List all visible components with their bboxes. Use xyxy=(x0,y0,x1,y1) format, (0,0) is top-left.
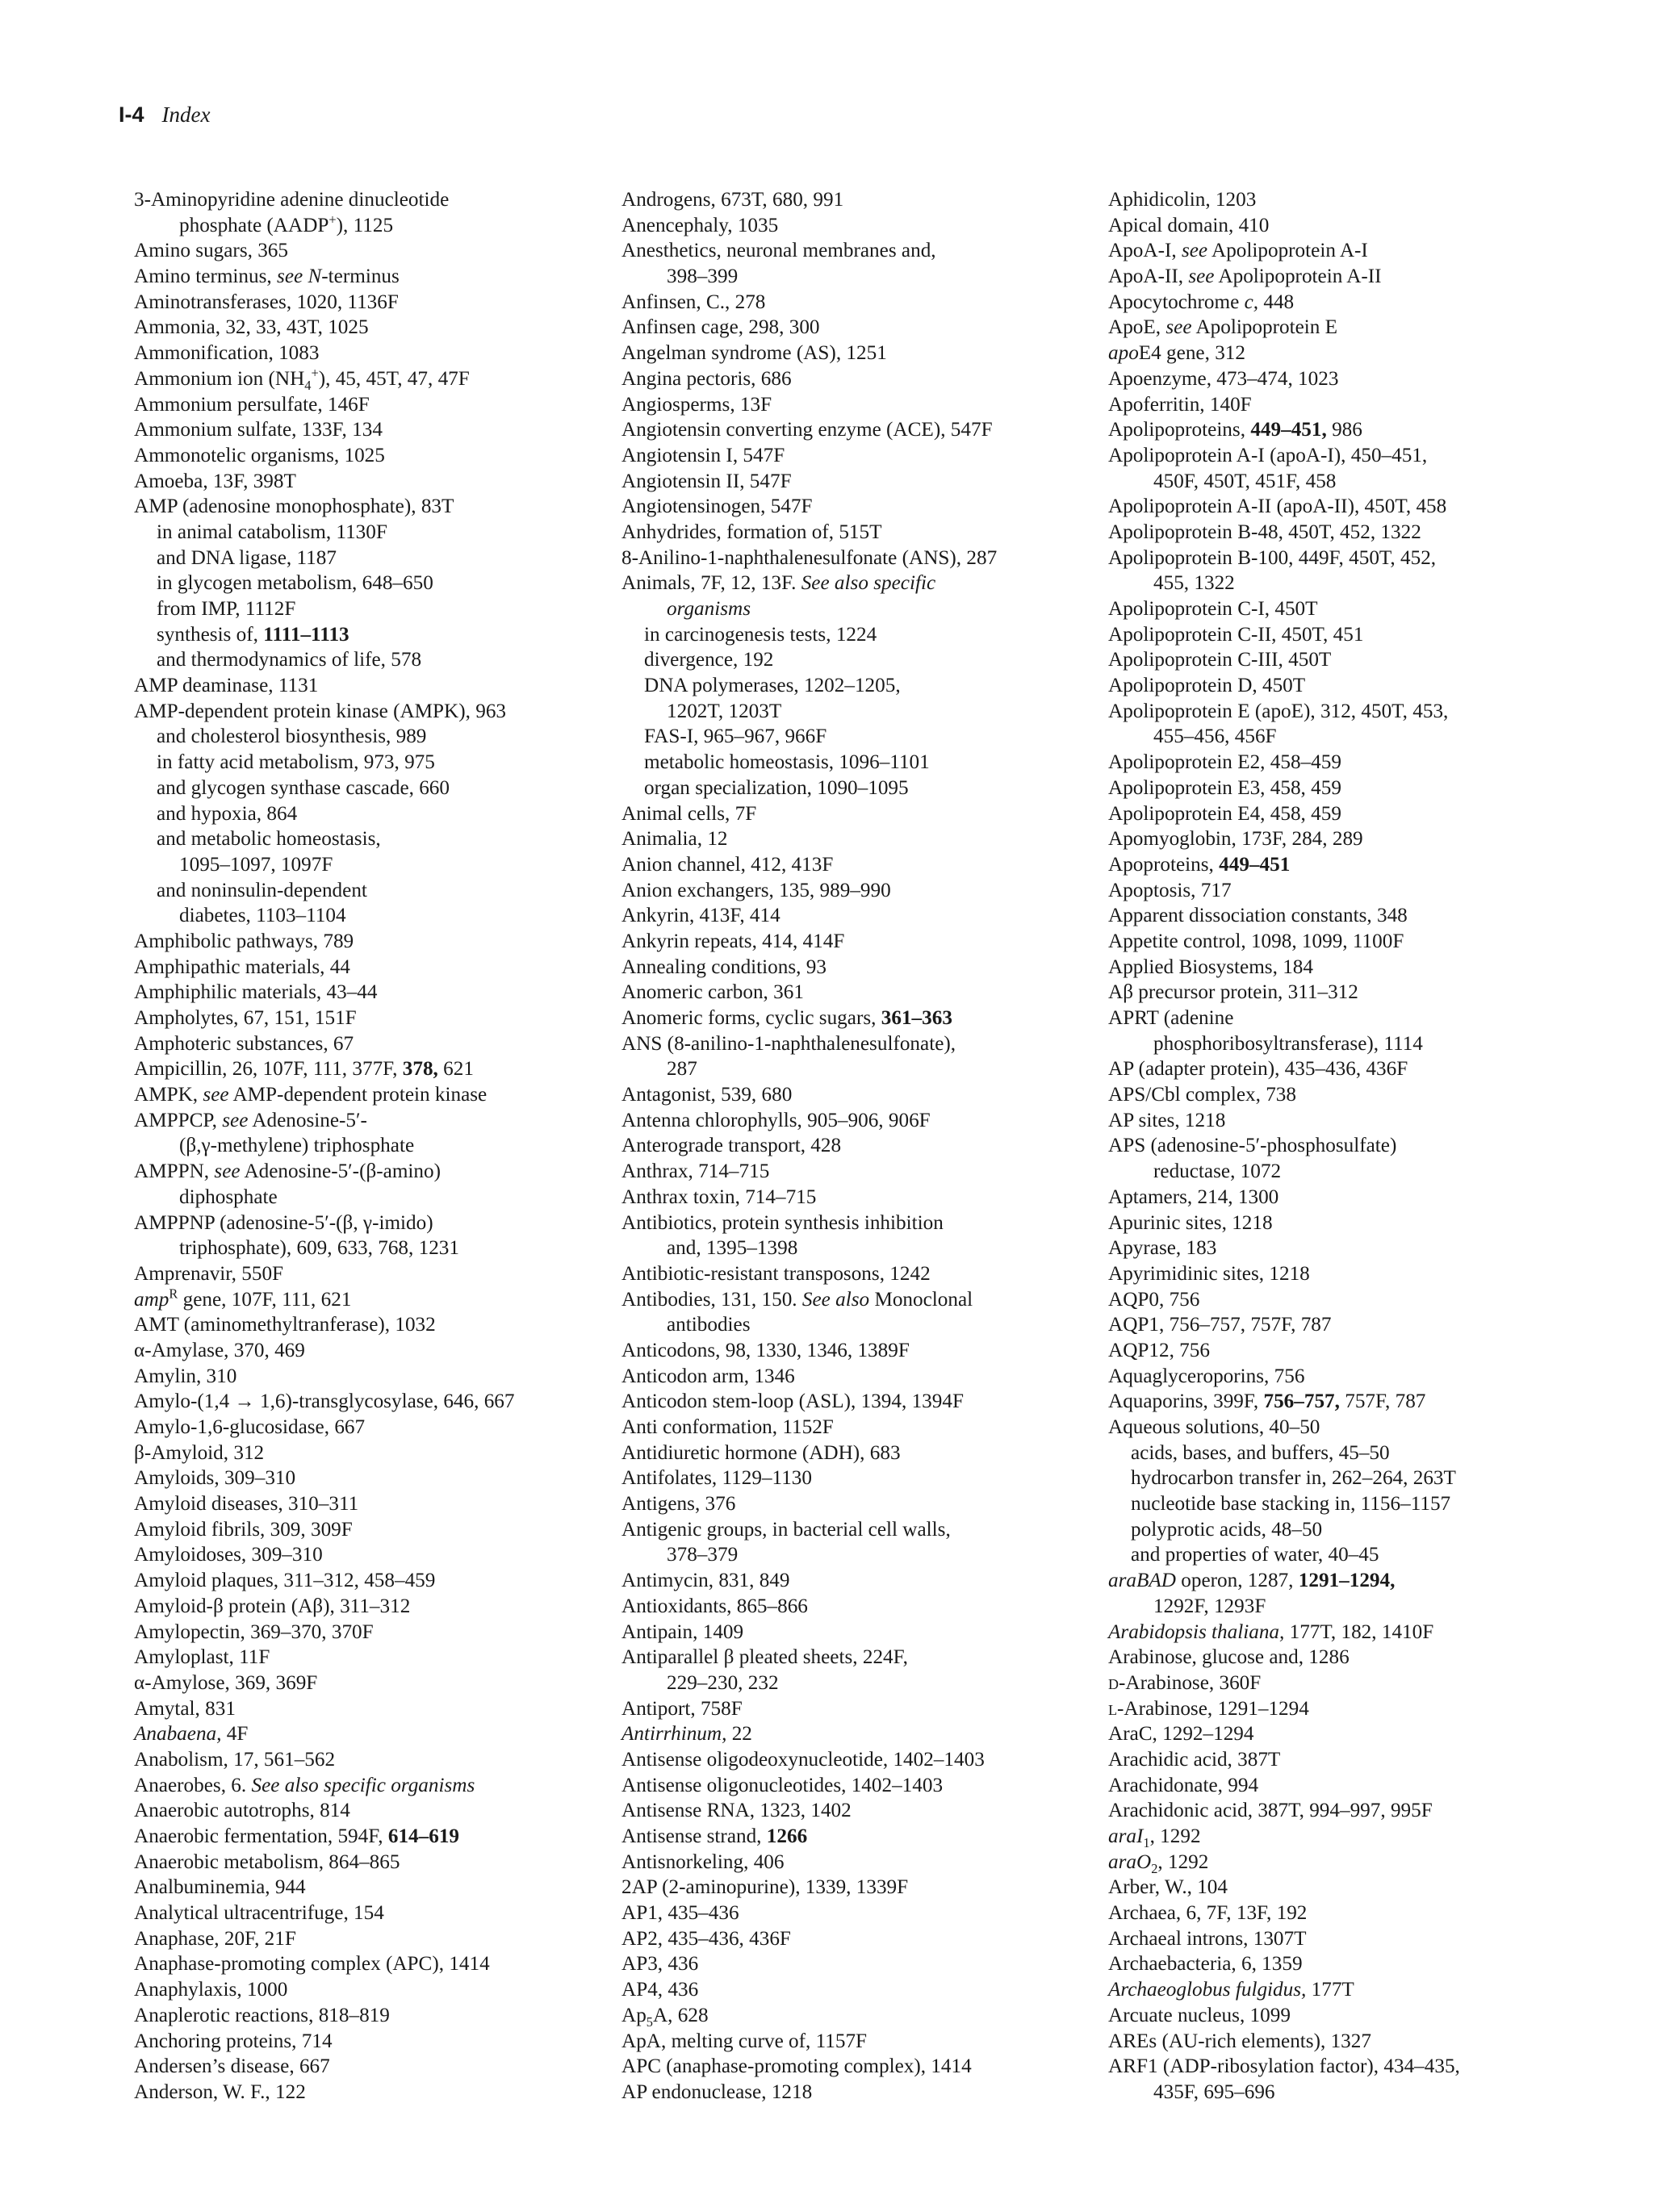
index-subentry: and DNA ligase, 1187 xyxy=(157,546,337,569)
index-entry: Anaerobic metabolism, 864–865 xyxy=(134,1850,400,1873)
index-subentry: and glycogen synthase cascade, 660 xyxy=(157,776,450,799)
index-entry: Arabinose, glucose and, 1286 xyxy=(1108,1646,1350,1669)
index-entry: Anterograde transport, 428 xyxy=(621,1135,842,1157)
index-entry: Antioxidants, 865–866 xyxy=(621,1595,808,1617)
index-entry: Appetite control, 1098, 1099, 1100F xyxy=(1108,930,1404,952)
index-entry: Anticodon stem-loop (ASL), 1394, 1394F xyxy=(621,1390,964,1413)
index-entry: Anomeric forms, cyclic sugars, 361–363 xyxy=(621,1007,952,1029)
index-entry: Anion exchangers, 135, 989–990 xyxy=(621,879,891,901)
index-entry: Anion channel, 412, 413F xyxy=(621,853,834,876)
index-entry: APC (anaphase-promoting complex), 1414 xyxy=(621,2055,972,2078)
index-entry: Archaebacteria, 6, 1359 xyxy=(1108,1953,1303,1976)
index-entry: Animalia, 12 xyxy=(621,828,728,851)
index-entry: Amino sugars, 365 xyxy=(134,240,288,262)
index-entry: APS (adenosine-5′-phosphosulfate) xyxy=(1108,1135,1397,1157)
index-subentry: hydrocarbon transfer in, 262–264, 263T xyxy=(1131,1467,1456,1490)
index-entry: Angiosperms, 13F xyxy=(621,393,772,416)
index-entry: Anaerobic fermentation, 594F, 614–619 xyxy=(134,1825,459,1847)
index-entry: Antibiotic-resistant transposons, 1242 xyxy=(621,1262,931,1285)
index-subentry: 229–230, 232 xyxy=(667,1671,779,1694)
index-entry: ApoE, see Apolipoprotein E xyxy=(1108,316,1338,339)
index-entry: Apoptosis, 717 xyxy=(1108,879,1232,901)
index-subentry: and noninsulin-dependent xyxy=(157,879,367,901)
index-entry: apoE4 gene, 312 xyxy=(1108,342,1245,365)
index-entry: Anaerobes, 6. See also specific organisms xyxy=(134,1774,475,1796)
index-entry: Amylo-(1,4 → 1,6)-transglycosylase, 646, 667 xyxy=(134,1390,515,1413)
index-entry: AMPPN, see Adenosine-5′-(β-amino) xyxy=(134,1160,441,1183)
index-entry: Anchoring proteins, 714 xyxy=(134,2030,333,2052)
index-column-3 xyxy=(1108,187,1560,2105)
index-entry: Amyloids, 309–310 xyxy=(134,1467,296,1490)
index-entry: Apomyoglobin, 173F, 284, 289 xyxy=(1108,828,1363,851)
index-entry: AMPPNP (adenosine-5′-(β, γ-imido) xyxy=(134,1211,433,1234)
index-entry: Antisense oligonucleotides, 1402–1403 xyxy=(621,1774,944,1796)
index-subentry: (β,γ-methylene) triphosphate xyxy=(179,1135,415,1157)
index-entry: Apolipoprotein D, 450T xyxy=(1108,675,1306,697)
index-entry: AP endonuclease, 1218 xyxy=(621,2080,813,2103)
index-entry: ARF1 (ADP-ribosylation factor), 434–435, xyxy=(1108,2055,1460,2078)
index-entry: Apoenzyme, 473–474, 1023 xyxy=(1108,367,1339,390)
index-entry: Antiparallel β pleated sheets, 224F, xyxy=(621,1646,908,1669)
index-entry: Animals, 7F, 12, 13F. See also specific xyxy=(621,572,936,595)
index-entry: Antipain, 1409 xyxy=(621,1620,744,1643)
index-entry: Antibiotics, protein synthesis inhibition xyxy=(621,1211,944,1234)
index-entry: Antagonist, 539, 680 xyxy=(621,1084,793,1106)
index-subentry: DNA polymerases, 1202–1205, xyxy=(644,675,901,697)
index-entry: ApA, melting curve of, 1157F xyxy=(621,2030,868,2052)
index-entry: Amytal, 831 xyxy=(134,1697,236,1720)
index-entry: Apolipoprotein A-I (apoA-I), 450–451, xyxy=(1108,444,1428,466)
index-entry: Anderson, W. F., 122 xyxy=(134,2080,306,2103)
index-entry: Apoferritin, 140F xyxy=(1108,393,1252,416)
index-entry: Anaplerotic reactions, 818–819 xyxy=(134,2004,390,2026)
index-subentry: polyprotic acids, 48–50 xyxy=(1131,1518,1323,1541)
index-entry: Antisense strand, 1266 xyxy=(621,1825,808,1847)
index-entry: Applied Biosystems, 184 xyxy=(1108,955,1313,978)
index-entry: Anomeric carbon, 361 xyxy=(621,981,804,1004)
index-entry: Amprenavir, 550F xyxy=(134,1262,284,1285)
index-entry: AraC, 1292–1294 xyxy=(1108,1723,1254,1746)
index-entry: AMPK, see AMP-dependent protein kinase xyxy=(134,1084,488,1106)
index-entry: AP2, 435–436, 436F xyxy=(621,1927,791,1950)
index-entry: Apolipoprotein A-II (apoA-II), 450T, 458 xyxy=(1108,496,1447,518)
index-entry: Apolipoprotein E4, 458, 459 xyxy=(1108,802,1341,825)
page-title: Index xyxy=(161,102,211,127)
index-entry: Angiotensin II, 547F xyxy=(621,470,792,492)
index-entry: Apolipoprotein C-II, 450T, 451 xyxy=(1108,623,1364,646)
index-entry: 8-Anilino-1-naphthalenesulfonate (ANS), 287 xyxy=(621,546,998,569)
index-entry: Aphidicolin, 1203 xyxy=(1108,189,1257,211)
index-entry: Apparent dissociation constants, 348 xyxy=(1108,905,1408,927)
index-entry: 3-Aminopyridine adenine dinucleotide xyxy=(134,189,450,211)
index-entry: Aquaglyceroporins, 756 xyxy=(1108,1365,1305,1387)
index-entry: Anabaena, 4F xyxy=(134,1723,249,1746)
index-entry: Antigens, 376 xyxy=(621,1493,736,1516)
index-entry: Apoproteins, 449–451 xyxy=(1108,853,1291,876)
index-subentry: antibodies xyxy=(667,1314,751,1336)
index-subentry: 450F, 450T, 451F, 458 xyxy=(1153,470,1337,492)
index-entry: Ankyrin repeats, 414, 414F xyxy=(621,930,845,952)
index-entry: AREs (AU-rich elements), 1327 xyxy=(1108,2030,1371,2052)
index-entry: Apical domain, 410 xyxy=(1108,214,1270,236)
index-subentry: and metabolic homeostasis, xyxy=(157,828,381,851)
index-subentry: organ specialization, 1090–1095 xyxy=(644,776,909,799)
index-subentry: and cholesterol biosynthesis, 989 xyxy=(157,725,427,748)
index-entry: Anaphase-promoting complex (APC), 1414 xyxy=(134,1953,490,1976)
index-entry: Anaphase, 20F, 21F xyxy=(134,1927,296,1950)
index-entry: Anticodons, 98, 1330, 1346, 1389F xyxy=(621,1339,910,1361)
index-entry: Ammonotelic organisms, 1025 xyxy=(134,444,385,466)
index-subentry: from IMP, 1112F xyxy=(157,598,296,620)
index-entry: Angina pectoris, 686 xyxy=(621,367,792,390)
index-entry: APRT (adenine xyxy=(1108,1007,1234,1029)
index-entry: AMT (aminomethyltranferase), 1032 xyxy=(134,1314,436,1336)
index-entry: Apyrase, 183 xyxy=(1108,1237,1217,1260)
index-entry: AMP (adenosine monophosphate), 83T xyxy=(134,496,454,518)
index-entry: ApoA-II, see Apolipoprotein A-II xyxy=(1108,266,1382,288)
index-subentry: 455–456, 456F xyxy=(1153,725,1277,748)
index-entry: Apolipoprotein E3, 458, 459 xyxy=(1108,776,1341,799)
index-entry: Anticodon arm, 1346 xyxy=(621,1365,795,1387)
index-entry: Andersen’s disease, 667 xyxy=(134,2055,330,2078)
index-entry: Apolipoprotein E (apoE), 312, 450T, 453, xyxy=(1108,700,1449,722)
index-entry: 2AP (2-aminopurine), 1339, 1339F xyxy=(621,1876,909,1899)
index-entry: APS/Cbl complex, 738 xyxy=(1108,1084,1296,1106)
index-entry: Angiotensin converting enzyme (ACE), 547F xyxy=(621,419,993,441)
index-subentry: and properties of water, 40–45 xyxy=(1131,1544,1379,1566)
index-subentry: in carcinogenesis tests, 1224 xyxy=(644,623,877,646)
index-entry: Aminotransferases, 1020, 1136F xyxy=(134,291,399,313)
index-entry: Amino terminus, see N-terminus xyxy=(134,266,400,288)
index-entry: Antigenic groups, in bacterial cell walls, xyxy=(621,1518,951,1541)
index-entry: $Ap_5A$, 628 xyxy=(621,2004,709,2030)
index-entry: Ammonium ion $(NH_4^+)$, 45, 45T, 47, 47F xyxy=(134,365,470,393)
index-entry: α-Amylose, 369, 369F xyxy=(134,1671,318,1694)
index-entry: Aqueous solutions, 40–50 xyxy=(1108,1416,1320,1438)
index-subentry: diabetes, 1103–1104 xyxy=(179,905,346,927)
index-entry: Antisense oligodeoxynucleotide, 1402–1403 xyxy=(621,1748,985,1771)
index-entry: Aptamers, 214, 1300 xyxy=(1108,1185,1279,1208)
index-entry: Amyloid diseases, 310–311 xyxy=(134,1493,359,1516)
index-subentry: triphosphate), 609, 633, 768, 1231 xyxy=(179,1237,459,1260)
index-subentry: diphosphate xyxy=(179,1185,278,1208)
index-entry: Amyloid-β protein (Aβ), 311–312 xyxy=(134,1595,411,1617)
index-subentry: and, 1395–1398 xyxy=(667,1237,798,1260)
index-subentry: in animal catabolism, 1130F xyxy=(157,521,387,543)
index-entry: d-Arabinose, 360F xyxy=(1108,1671,1262,1694)
index-entry: Ampicillin, 26, 107F, 111, 377F, 378, 621 xyxy=(134,1058,474,1081)
index-entry: araO$_2$, 1292 xyxy=(1108,1850,1209,1876)
index-entry: Amylin, 310 xyxy=(134,1365,237,1387)
index-entry: Anthrax, 714–715 xyxy=(621,1160,770,1183)
index-entry: Analbuminemia, 944 xyxy=(134,1876,306,1899)
index-entry: Ammonia, 32, 33, 43T, 1025 xyxy=(134,316,369,339)
index-entry: AP3, 436 xyxy=(621,1953,699,1976)
index-entry: amp$^R$ gene, 107F, 111, 621 xyxy=(134,1286,352,1311)
index-entry: AMPPCP, see Adenosine-5′- xyxy=(134,1109,367,1131)
index-entry: AP4, 436 xyxy=(621,1979,699,2001)
index-entry: Archaeoglobus fulgidus, 177T xyxy=(1108,1979,1354,2001)
index-entry: Ammonification, 1083 xyxy=(134,342,320,365)
index-entry: Androgens, 673T, 680, 991 xyxy=(621,189,844,211)
index-entry: AQP1, 756–757, 757F, 787 xyxy=(1108,1314,1332,1336)
index-subentry: in glycogen metabolism, 648–650 xyxy=(157,572,433,595)
index-entry: Apyrimidinic sites, 1218 xyxy=(1108,1262,1310,1285)
index-entry: Angelman syndrome (AS), 1251 xyxy=(621,342,887,365)
index-entry: Amylopectin, 369–370, 370F xyxy=(134,1620,374,1643)
index-subentry: divergence, 192 xyxy=(644,649,774,671)
index-subentry: 378–379 xyxy=(667,1544,739,1566)
index-subentry: reductase, 1072 xyxy=(1153,1160,1282,1183)
index-entry: Anti conformation, 1152F xyxy=(621,1416,834,1438)
index-subentry: and hypoxia, 864 xyxy=(157,802,298,825)
index-entry: Antisense RNA, 1323, 1402 xyxy=(621,1800,852,1822)
index-entry: Apolipoprotein B-100, 449F, 450T, 452, xyxy=(1108,546,1437,569)
index-entry: Amphipathic materials, 44 xyxy=(134,955,350,978)
index-entry: Arcuate nucleus, 1099 xyxy=(1108,2004,1291,2026)
index-entry: Amphoteric substances, 67 xyxy=(134,1032,354,1055)
index-entry: Apolipoproteins, 449–451, 986 xyxy=(1108,419,1362,441)
index-subentry: 287 xyxy=(667,1058,697,1081)
index-subentry: 1095–1097, 1097F xyxy=(179,853,333,876)
index-entry: α-Amylase, 370, 469 xyxy=(134,1339,305,1361)
index-subentry: phosphate (AADP+), 1125 xyxy=(179,211,394,236)
index-entry: AMP-dependent protein kinase (AMPK), 963 xyxy=(134,700,507,722)
index-entry: Antenna chlorophylls, 905–906, 906F xyxy=(621,1109,931,1131)
index-entry: Apolipoprotein C-III, 450T xyxy=(1108,649,1332,671)
index-entry: Amoeba, 13F, 398T xyxy=(134,470,296,492)
index-entry: Ampholytes, 67, 151, 151F xyxy=(134,1007,357,1029)
index-entry: Antidiuretic hormone (ADH), 683 xyxy=(621,1441,901,1464)
index-entry: Angiotensinogen, 547F xyxy=(621,496,813,518)
index-entry: Aβ precursor protein, 311–312 xyxy=(1108,981,1358,1004)
index-entry: Archaeal introns, 1307T xyxy=(1108,1927,1307,1950)
index-entry: Ammonium persulfate, 146F xyxy=(134,393,370,416)
index-subentry: phosphoribosyltransferase), 1114 xyxy=(1153,1032,1423,1055)
index-entry: ANS (8-anilino-1-naphthalenesulfonate), xyxy=(621,1032,956,1055)
index-entry: Archaea, 6, 7F, 13F, 192 xyxy=(1108,1902,1308,1925)
index-subentry: metabolic homeostasis, 1096–1101 xyxy=(644,751,930,774)
index-entry: Arachidic acid, 387T xyxy=(1108,1748,1281,1771)
index-entry: l-Arabinose, 1291–1294 xyxy=(1108,1697,1309,1720)
index-entry: Antifolates, 1129–1130 xyxy=(621,1467,812,1490)
index-subentry: 435F, 695–696 xyxy=(1153,2080,1275,2103)
index-entry: AP (adapter protein), 435–436, 436F xyxy=(1108,1058,1408,1081)
index-entry: Anthrax toxin, 714–715 xyxy=(621,1185,817,1208)
index-entry: Antiport, 758F xyxy=(621,1697,743,1720)
index-subentry: 398–399 xyxy=(667,266,739,288)
index-subentry: synthesis of, 1111–1113 xyxy=(157,623,349,646)
index-entry: Ammonium sulfate, 133F, 134 xyxy=(134,419,383,441)
index-subentry: 1292F, 1293F xyxy=(1153,1595,1266,1617)
index-entry: Ankyrin, 413F, 414 xyxy=(621,905,780,927)
index-entry: Apolipoprotein B-48, 450T, 452, 1322 xyxy=(1108,521,1421,543)
index-entry: araBAD operon, 1287, 1291–1294, xyxy=(1108,1570,1396,1592)
index-subentry: in fatty acid metabolism, 973, 975 xyxy=(157,751,435,774)
index-entry: Antirrhinum, 22 xyxy=(621,1723,752,1746)
index-entry: Anfinsen cage, 298, 300 xyxy=(621,316,820,339)
index-entry: Animal cells, 7F xyxy=(621,802,757,825)
index-entry: Anabolism, 17, 561–562 xyxy=(134,1748,336,1771)
index-entry: Aquaporins, 399F, 756–757, 757F, 787 xyxy=(1108,1390,1426,1413)
index-entry: Apolipoprotein E2, 458–459 xyxy=(1108,751,1341,774)
index-entry: Anaerobic autotrophs, 814 xyxy=(134,1800,350,1822)
index-entry: Amyloidoses, 309–310 xyxy=(134,1544,323,1566)
index-entry: Amphiphilic materials, 43–44 xyxy=(134,981,378,1004)
index-entry: Antimycin, 831, 849 xyxy=(621,1570,790,1592)
index-entry: ApoA-I, see Apolipoprotein A-I xyxy=(1108,240,1368,262)
index-entry: Anesthetics, neuronal membranes and, xyxy=(621,240,936,262)
index-entry: Anencephaly, 1035 xyxy=(621,214,779,236)
index-entry: Apolipoprotein C-I, 450T xyxy=(1108,598,1318,620)
index-entry: Arachidonic acid, 387T, 994–997, 995F xyxy=(1108,1800,1433,1822)
index-entry: Annealing conditions, 93 xyxy=(621,955,826,978)
index-entry: Arachidonate, 994 xyxy=(1108,1774,1259,1796)
index-entry: AQP0, 756 xyxy=(1108,1288,1200,1311)
index-entry: Antisnorkeling, 406 xyxy=(621,1850,785,1873)
index-subentry: organisms xyxy=(667,598,751,620)
index-entry: Amyloid plaques, 311–312, 458–459 xyxy=(134,1570,436,1592)
index-entry: Apurinic sites, 1218 xyxy=(1108,1211,1273,1234)
index-entry: Apocytochrome c, 448 xyxy=(1108,291,1295,313)
index-subentry: 455, 1322 xyxy=(1153,572,1235,595)
index-entry: Arber, W., 104 xyxy=(1108,1876,1228,1899)
index-entry: Analytical ultracentrifuge, 154 xyxy=(134,1902,384,1925)
index-entry: AMP deaminase, 1131 xyxy=(134,675,319,697)
index-entry: Anaphylaxis, 1000 xyxy=(134,1979,288,2001)
index-entry: Anhydrides, formation of, 515T xyxy=(621,521,882,543)
index-entry: Amphibolic pathways, 789 xyxy=(134,930,354,952)
index-entry: AQP12, 756 xyxy=(1108,1339,1210,1361)
index-entry: Angiotensin I, 547F xyxy=(621,444,785,466)
index-entry: Anfinsen, C., 278 xyxy=(621,291,766,313)
index-entry: AP sites, 1218 xyxy=(1108,1109,1226,1131)
index-entry: Amyloplast, 11F xyxy=(134,1646,270,1669)
index-entry: Amylo-1,6-glucosidase, 667 xyxy=(134,1416,366,1438)
page-number: I-4 xyxy=(119,102,144,127)
index-subentry: 1202T, 1203T xyxy=(667,700,782,722)
page-header xyxy=(119,102,210,135)
index-subentry: FAS-I, 965–967, 966F xyxy=(644,725,827,748)
index-entry: Antibodies, 131, 150. See also Monoclonal xyxy=(621,1288,973,1311)
index-entry: AP1, 435–436 xyxy=(621,1902,739,1925)
index-entry: araI$_1$, 1292 xyxy=(1108,1825,1201,1851)
index-column-2 xyxy=(621,187,1073,2105)
index-subentry: acids, bases, and buffers, 45–50 xyxy=(1131,1441,1390,1464)
index-entry: β-Amyloid, 312 xyxy=(134,1441,265,1464)
index-entry: Arabidopsis thaliana, 177T, 182, 1410F xyxy=(1108,1620,1434,1643)
index-subentry: and thermodynamics of life, 578 xyxy=(157,649,422,671)
index-column-1 xyxy=(134,187,586,2105)
index-subentry: nucleotide base stacking in, 1156–1157 xyxy=(1131,1493,1451,1516)
index-entry: Amyloid fibrils, 309, 309F xyxy=(134,1518,353,1541)
